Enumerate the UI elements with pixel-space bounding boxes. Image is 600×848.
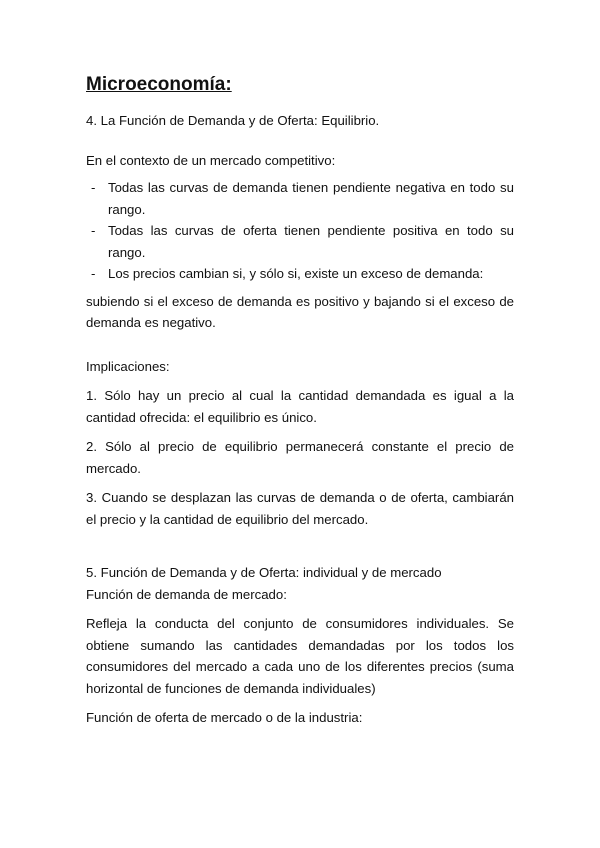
section-4-intro: En el contexto de un mercado competitivo:	[86, 152, 336, 168]
dash-bullet-icon: -	[91, 223, 96, 238]
list-item	[86, 177, 514, 220]
implication-item: 2. Sólo al precio de equilibrio permanecerá constante el precio de mercado.	[86, 439, 514, 476]
list-item-text: Todas las curvas de demanda tienen pendiente negativa en todo su rango.	[108, 180, 514, 217]
document-title: Microeconomía:	[86, 74, 232, 95]
market-demand-heading: Función de demanda de mercado:	[86, 586, 287, 602]
list-item	[86, 263, 514, 285]
section-5-heading: 5. Función de Demanda y de Oferta: individual y de mercado	[86, 565, 442, 580]
section-4-heading: 4. La Función de Demanda y de Oferta: Equilibrio.	[86, 113, 380, 128]
list-item-text: Los precios cambian si, y sólo si, existe un exceso de demanda:	[108, 266, 484, 281]
implication-item: 1. Sólo hay un precio al cual la cantidad demandada es igual a la cantidad ofrecida: el equilibrio es único.	[86, 388, 514, 425]
dash-bullet-icon: -	[91, 266, 96, 281]
implication-item: 3. Cuando se desplazan las curvas de demanda o de oferta, cambiarán el precio y la cantidad de equilibrio del mercado.	[86, 490, 514, 527]
market-supply-heading: Función de oferta de mercado o de la industria:	[86, 710, 363, 725]
document-page	[86, 72, 514, 729]
section-4-continuation: subiendo si el exceso de demanda es positivo y bajando si el exceso de demanda es negativo.	[86, 293, 514, 330]
dash-bullet-icon: -	[91, 180, 96, 195]
market-demand-paragraph: Refleja la conducta del conjunto de consumidores individuales. Se obtiene sumando las cantidades demandadas por los todos los consumidores del mercado a cada uno de los diferentes precios (suma horizontal de funciones de demanda individuales)	[86, 616, 514, 696]
list-item-text: Todas las curvas de oferta tienen pendiente positiva en todo su rango.	[108, 223, 514, 260]
implications-heading: Implicaciones:	[86, 358, 170, 374]
list-item	[86, 220, 514, 263]
conditions-list	[86, 177, 514, 285]
